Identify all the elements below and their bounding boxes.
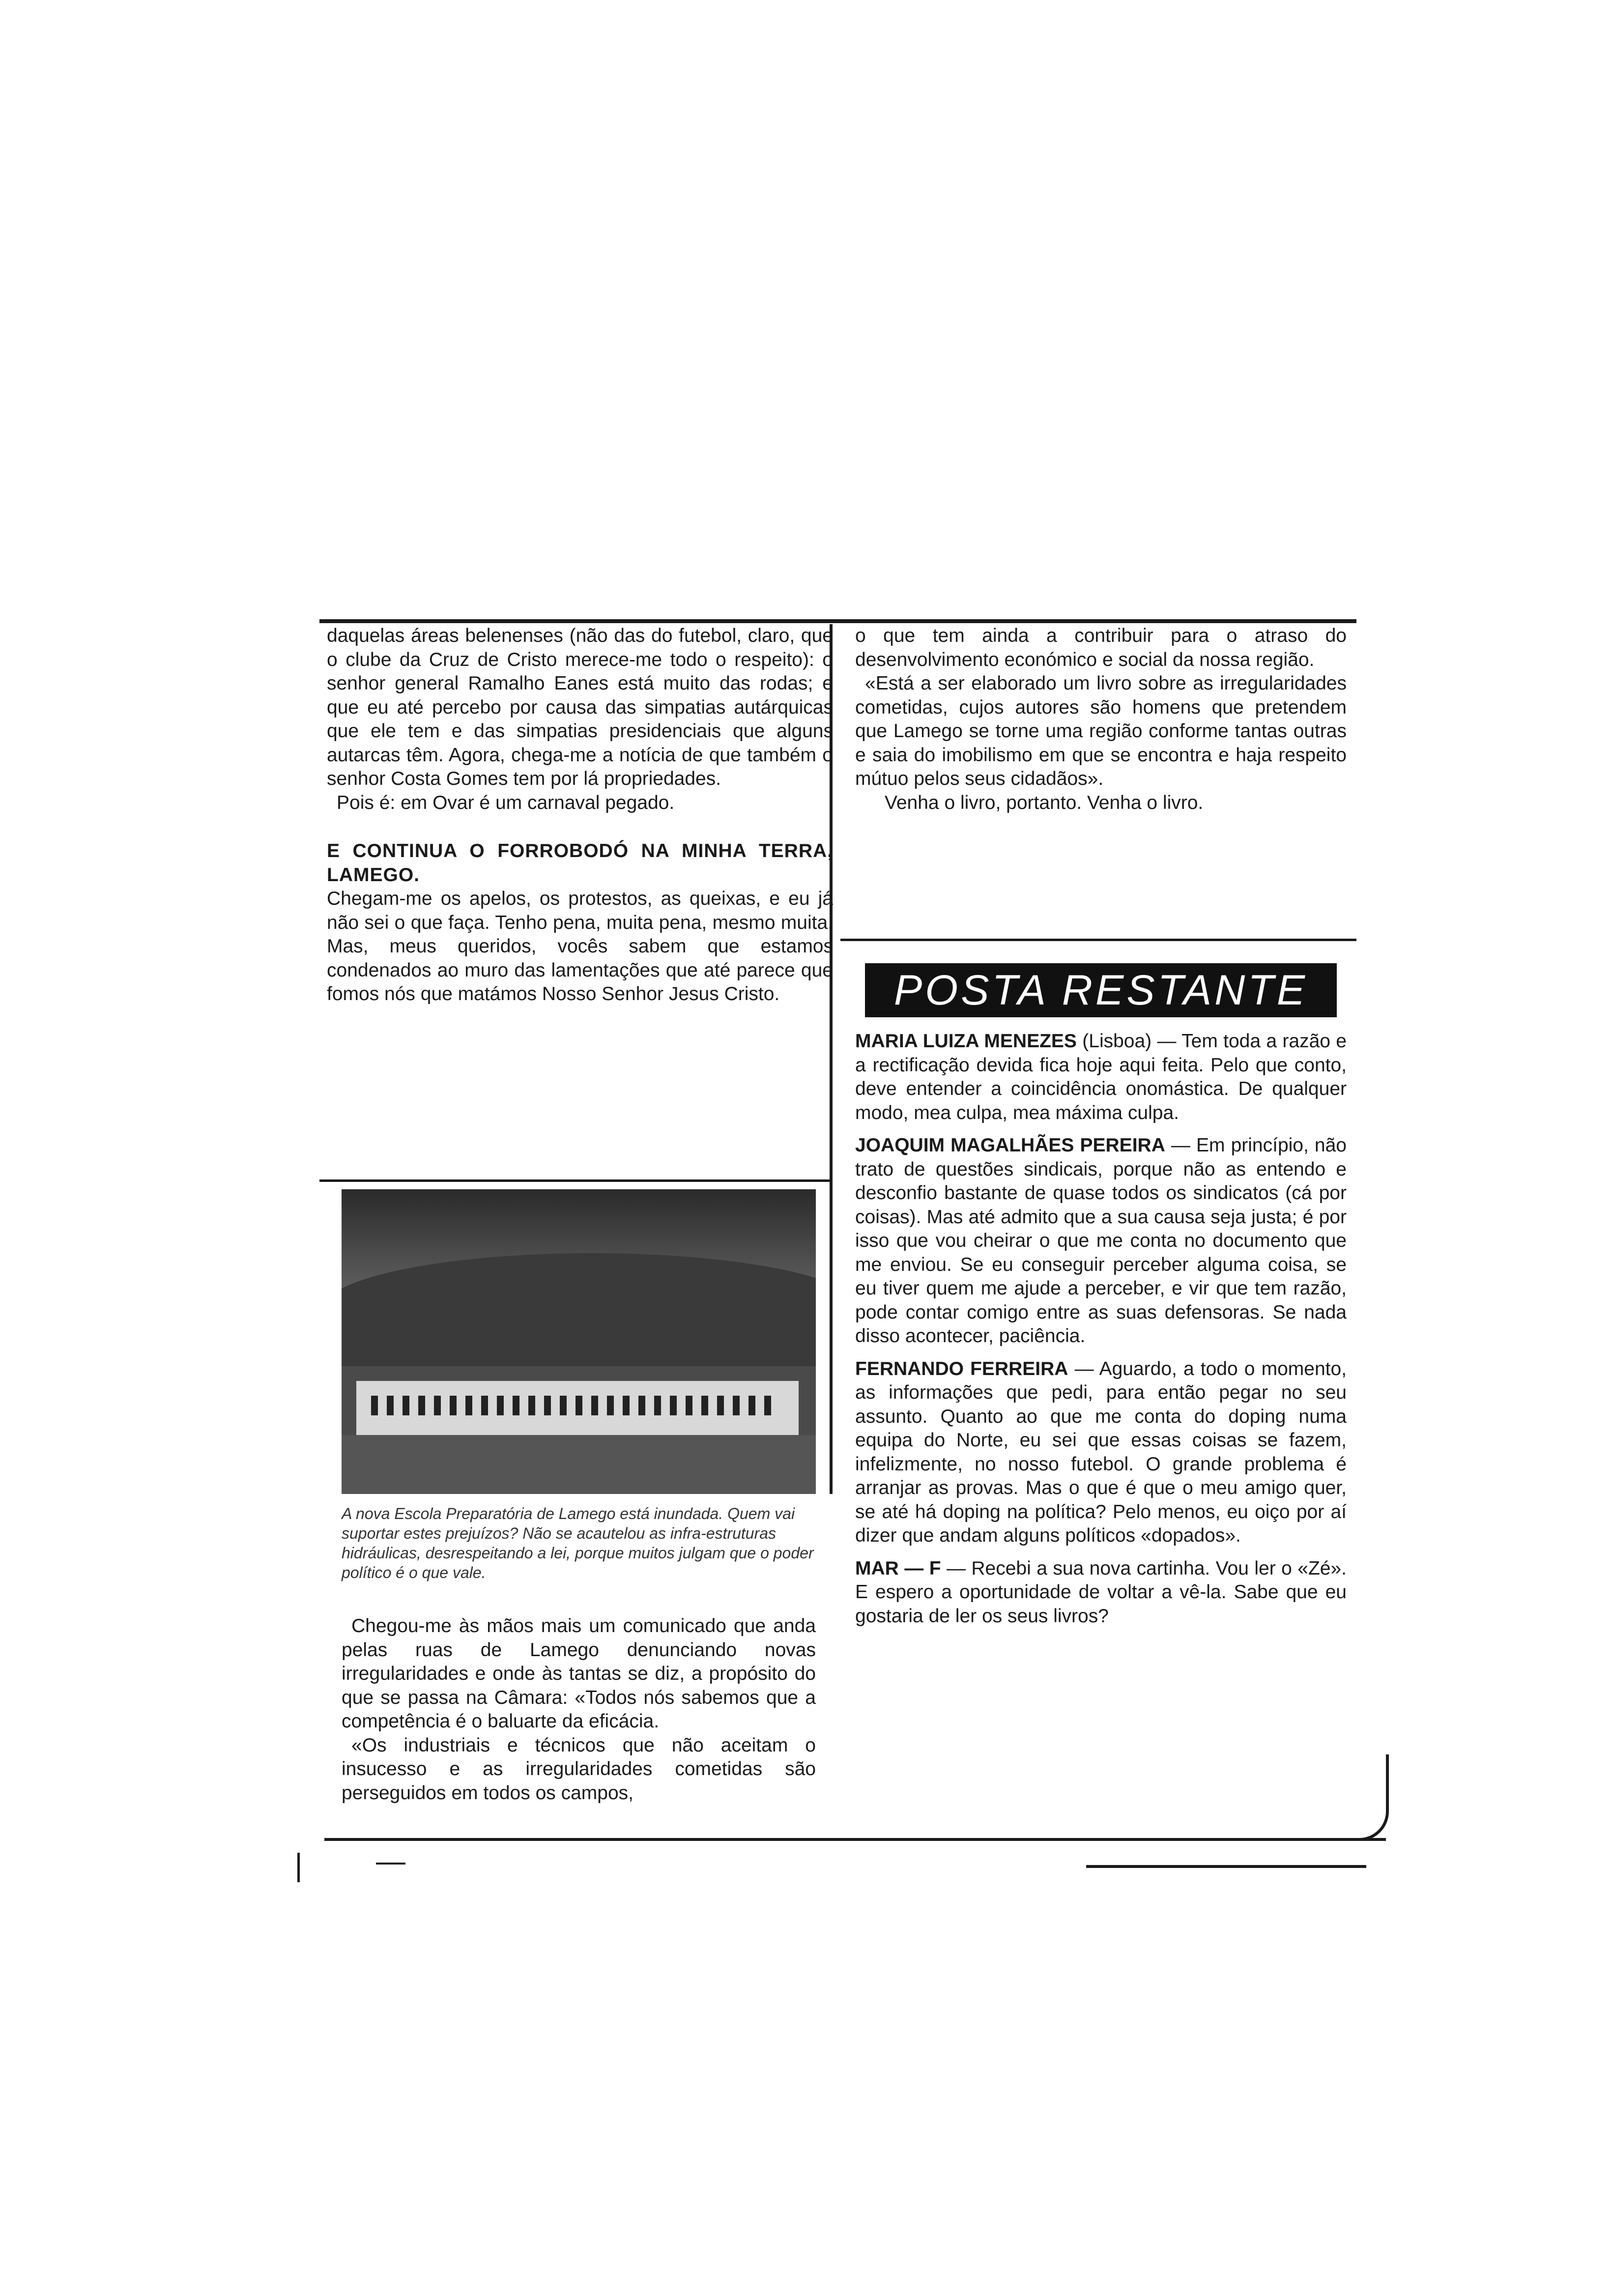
left-paragraph-2: Pois é: em Ovar é um carnaval pegado. bbox=[337, 792, 675, 813]
newspaper-clipping bbox=[310, 624, 1361, 1804]
letter-4-text: — Recebi a sua nova cartinha. Vou ler o «Zé». E espero a oportunidade de voltar a vê-la. Sabe que eu gostaria de ler os seus livros? bbox=[855, 1557, 1347, 1627]
letter-2-name: JOAQUIM MAGALHÃES PEREIRA bbox=[855, 1135, 1165, 1156]
letter-2 bbox=[855, 1134, 1347, 1349]
letter-1 bbox=[855, 1030, 1347, 1125]
photo-caption: A nova Escola Preparatória de Lamego está inundada. Quem vai suportar estes prejuízos? Não se acautelou as infra-estruturas hidráulicas, desrespeitando a lei, porque muitos julgam que o poder político é o que vale. bbox=[342, 1505, 814, 1581]
left-column bbox=[327, 624, 833, 1006]
left-lower-text bbox=[342, 1614, 816, 1805]
frame-corner bbox=[1347, 1754, 1389, 1841]
letter-2-text: — Em princípio, não trato de questões sindicais, porque não as entendo e desconfio bastante de quase todos os sindicatos (cá por coisas). Mas até admito que a sua causa seja justa; é por isso que vou cheirar o que me conta no documento que me enviou. Se eu conseguir perceber alguma coisa, se eu tiver quem me ajude a perceber, e vir que tem razão, pode contar comigo entre as suas defensoras. Se nada disso acontecer, paciência. bbox=[855, 1135, 1347, 1347]
banner-top-rule bbox=[840, 939, 1356, 941]
photo-top-rule bbox=[319, 1179, 831, 1182]
right-paragraph-1: o que tem ainda a contribuir para o atraso do desenvolvimento económico e social da nossa região. bbox=[855, 625, 1347, 670]
school-photo bbox=[342, 1189, 816, 1494]
left-paragraph-4: Chegou-me às mãos mais um comunicado que anda pelas ruas de Lamego denunciando novas irregularidades e onde às tantas se diz, a propósito do que se passa na Câmara: «Todos nós sabemos que a competência é o baluarte da eficácia. bbox=[342, 1615, 816, 1732]
letter-3-text: — Aguardo, a todo o momento, as informações que pedi, para então pegar no seu assunto. Quanto ao que me conta do doping numa equipa do Norte, eu sei que essas coisas se fazem, infelizmente, no nosso futebol. O grande problema é arranjar as provas. Mas o que é que o meu amigo quer, se até há doping na política? Pelo menos, eu oiço por aí dizer que andam alguns políticos «dopados». bbox=[855, 1358, 1347, 1546]
letter-1-name: MARIA LUIZA MENEZES bbox=[855, 1031, 1077, 1052]
section-heading: E CONTINUA O FORROBODÓ NA MINHA TERRA, LAMEGO. bbox=[327, 840, 833, 886]
bottom-dash bbox=[376, 1863, 405, 1865]
left-paragraph-1: daquelas áreas belenenses (não das do futebol, claro, que o clube da Cruz de Cristo merece-me todo o respeito): o senhor general Ramalho Eanes está muito das rodas; e que eu até percebo por causa das simpatias autárquicas que ele tem e das simpatias presidenciais que alguns autarcas têm. Agora, chega-me a notícia de que também o senhor Costa Gomes tem por lá propriedades. bbox=[327, 625, 833, 789]
right-paragraph-2: «Está a ser elaborado um livro sobre as irregularidades cometidas, cujos autores são homens que pretendem que Lamego se torne uma região conforme tantas outras e saia do imobilismo em que se encontra e haja respeito mútuo pelos seus cidadãos». bbox=[855, 673, 1347, 789]
bottom-scrap-line bbox=[1086, 1865, 1366, 1868]
letter-3 bbox=[855, 1357, 1347, 1548]
bottom-tick bbox=[297, 1853, 300, 1882]
letters-section bbox=[855, 1030, 1347, 1637]
left-paragraph-3: Chegam-me os apelos, os protestos, as queixas, e eu já não sei o que faça. Tenho pena, muita pena, mesmo muita. Mas, meus queridos, vocês sabem que estamos condenados ao muro das lamentações que até parece que fomos nós que matámos Nosso Senhor Jesus Cristo. bbox=[327, 888, 833, 1004]
bottom-rule bbox=[324, 1838, 1386, 1841]
letter-1-text: (Lisboa) — Tem toda a razão e a rectificação devida fica hoje aqui feita. Pelo que conto, deve entender a coincidência onomástica. De qualquer modo, mea culpa, mea máxima culpa. bbox=[855, 1031, 1347, 1123]
left-paragraph-5: «Os industriais e técnicos que não aceitam o insucesso e as irregularidades cometidas são perseguidos em todos os campos, bbox=[342, 1734, 816, 1804]
letter-4-name: MAR — F bbox=[855, 1557, 941, 1579]
letter-3-name: FERNANDO FERREIRA bbox=[855, 1358, 1068, 1379]
letter-4 bbox=[855, 1557, 1347, 1629]
posta-restante-banner: POSTA RESTANTE bbox=[865, 963, 1337, 1017]
right-column-top bbox=[855, 624, 1347, 815]
top-rule bbox=[319, 619, 1356, 623]
right-paragraph-3: Venha o livro, portanto. Venha o livro. bbox=[885, 792, 1204, 813]
